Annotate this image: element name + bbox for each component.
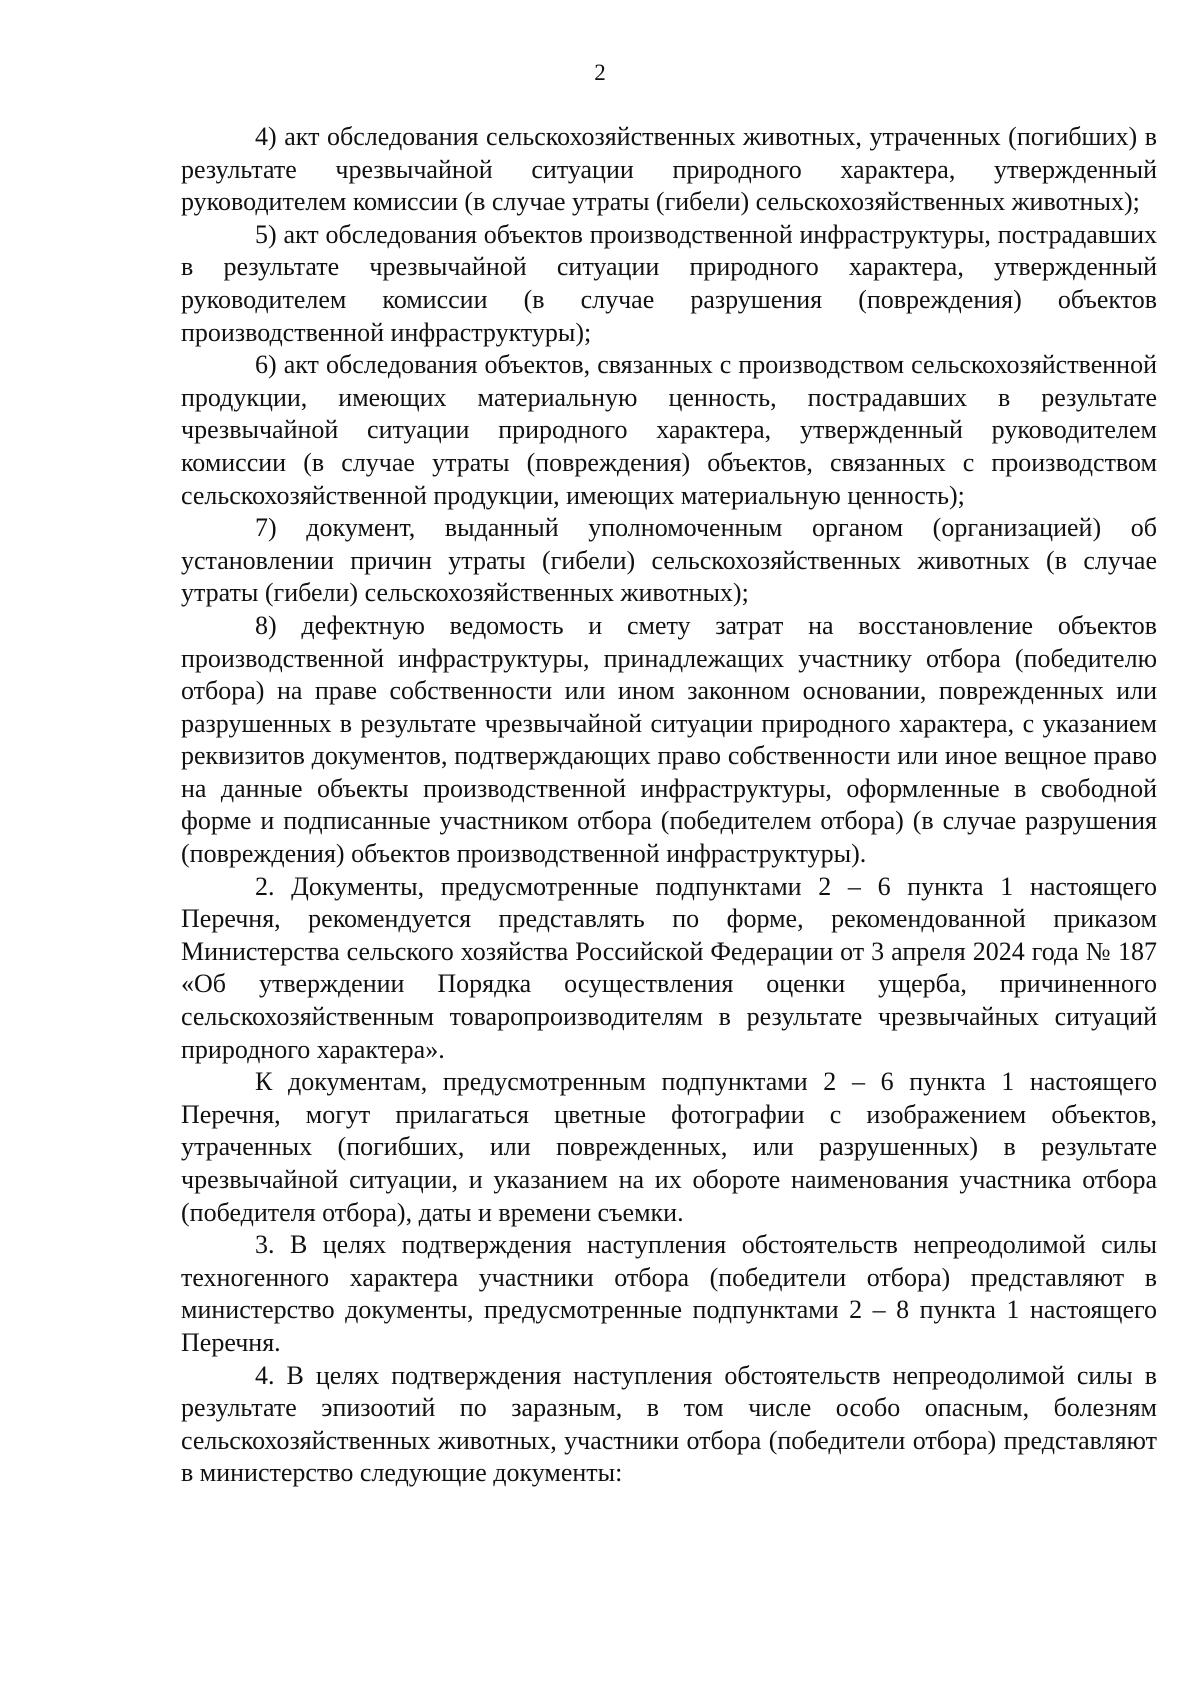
paragraph-item-5: 5) акт обследования объектов производственной инфраструктуры, пострадавших в результате чрезвычайной ситуации природного характера, утвержденный руководителем комиссии (в случае разрушения (повреждения) объектов производственной инфраструктуры); [181, 219, 1157, 347]
paragraph-item-8: 8) дефектную ведомость и смету затрат на восстановление объектов производственной инфраструктуры, принадлежащих участнику отбора (победителю отбора) на праве собственности или ином законном основании, поврежденных или разрушенных в результате чрезвычайной ситуации природного характера, с указанием реквизитов документов, подтверждающих право собственности или иное вещное право на данные объекты производственной инфраструктуры, оформленные в свободной форме и подписанные участником отбора (победителем отбора) (в случае разрушения (повреждения) объектов производственной инфраструктуры). [181, 610, 1157, 869]
paragraph-clause-2-attachments: К документам, предусмотренным подпунктами 2 – 6 пункта 1 настоящего Перечня, могут прилагаться цветные фотографии с изображением объектов, утраченных (погибших, или поврежденных, или разрушенных) в результате чрезвычайной ситуации, и указанием на их обороте наименования участника отбора (победителя отбора), даты и времени съемки. [181, 1067, 1157, 1227]
page-number: 2 [594, 60, 606, 85]
paragraph-item-7: 7) документ, выданный уполномоченным органом (организацией) об установлении причин утраты (гибели) сельскохозяйственных животных (в случае утраты (гибели) сельскохозяйственных животных); [181, 513, 1157, 608]
paragraph-clause-4: 4. В целях подтверждения наступления обстоятельств непреодолимой силы в результате эпизоотий по заразным, в том числе особо опасным, болезням сельскохозяйственных животных, участники отбора (победители отбора) представляют в министерство следующие документы: [181, 1360, 1157, 1488]
paragraph-item-4: 4) акт обследования сельскохозяйственных животных, утраченных (погибших) в результате чрезвычайной ситуации природного характера, утвержденный руководителем комиссии (в случае утраты (гибели) сельскохозяйственных животных); [181, 122, 1157, 217]
paragraph-clause-3: 3. В целях подтверждения наступления обстоятельств непреодолимой силы техногенного характера участники отбора (победители отбора) представляют в министерство документы, предусмотренные подпунктами 2 – 8 пункта 1 настоящего Перечня. [181, 1230, 1157, 1357]
paragraph-item-6: 6) акт обследования объектов, связанных с производством сельскохозяйственной продукции, имеющих материальную ценность, пострадавших в результате чрезвычайной ситуации природного характера, утвержденный руководителем комиссии (в случае утраты (повреждения) объектов, связанных с производством сельскохозяйственной продукции, имеющих материальную ценность); [181, 350, 1157, 510]
paragraph-clause-2: 2. Документы, предусмотренные подпунктами 2 – 6 пункта 1 настоящего Перечня, рекомендуется представлять по форме, рекомендованной приказом Министерства сельского хозяйства Российской Федерации от 3 апреля 2024 года № 187 «Об утверждении Порядка осуществления оценки ущерба, причиненного сельскохозяйственным товаропроизводителям в результате чрезвычайных ситуаций природного характера». [181, 871, 1157, 1064]
document-body [181, 121, 1157, 1490]
